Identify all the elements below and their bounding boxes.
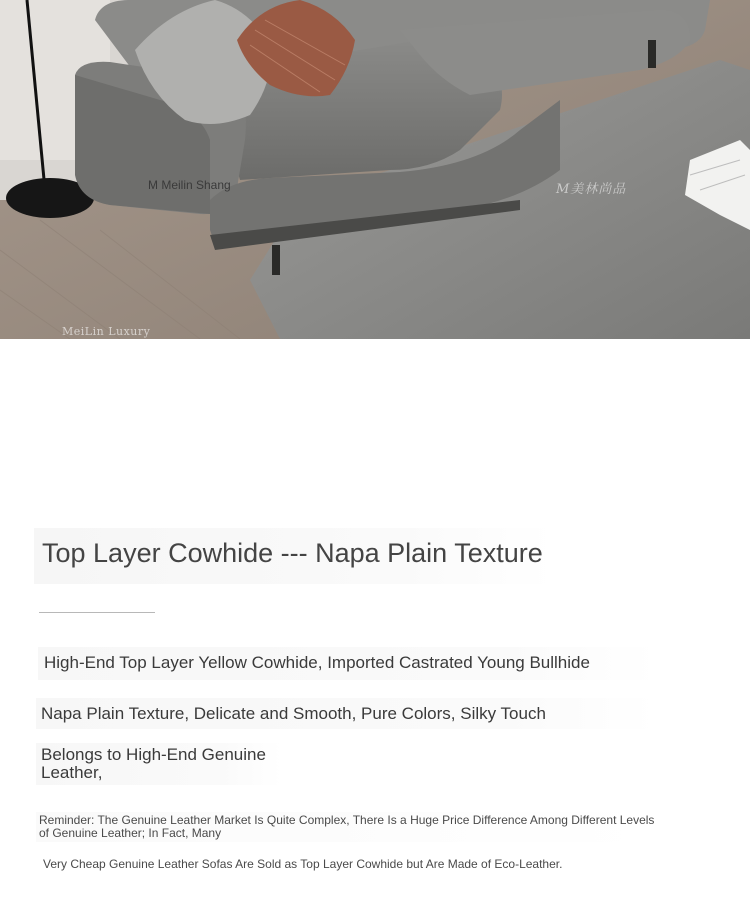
reminder-text-continued: Very Cheap Genuine Leather Sofas Are Sold as Top Layer Cowhide but Are Made of Eco-Leather.: [43, 857, 563, 871]
feature-line: Belongs to High-End Genuine Leather,: [41, 745, 266, 782]
divider: [39, 612, 155, 613]
watermark-luxury: MeiLin Luxury: [62, 325, 151, 338]
sofa-scene-image: [0, 0, 750, 339]
watermark-brand: M Meilin Shang: [148, 178, 231, 192]
watermark-logo: M美林尚品: [556, 182, 627, 197]
reminder-text: Reminder: The Genuine Leather Market Is Quite Complex, There Is a Huge Price Difference Among Different Levels of Genuine Leather; In Fact, Many: [39, 813, 655, 840]
feature-line: High-End Top Layer Yellow Cowhide, Imported Castrated Young Bullhide: [44, 653, 590, 672]
feature-line: Napa Plain Texture, Delicate and Smooth, Pure Colors, Silky Touch: [41, 704, 546, 723]
page-title: Top Layer Cowhide --- Napa Plain Texture: [42, 538, 543, 568]
hero-product-photo: [0, 0, 750, 339]
